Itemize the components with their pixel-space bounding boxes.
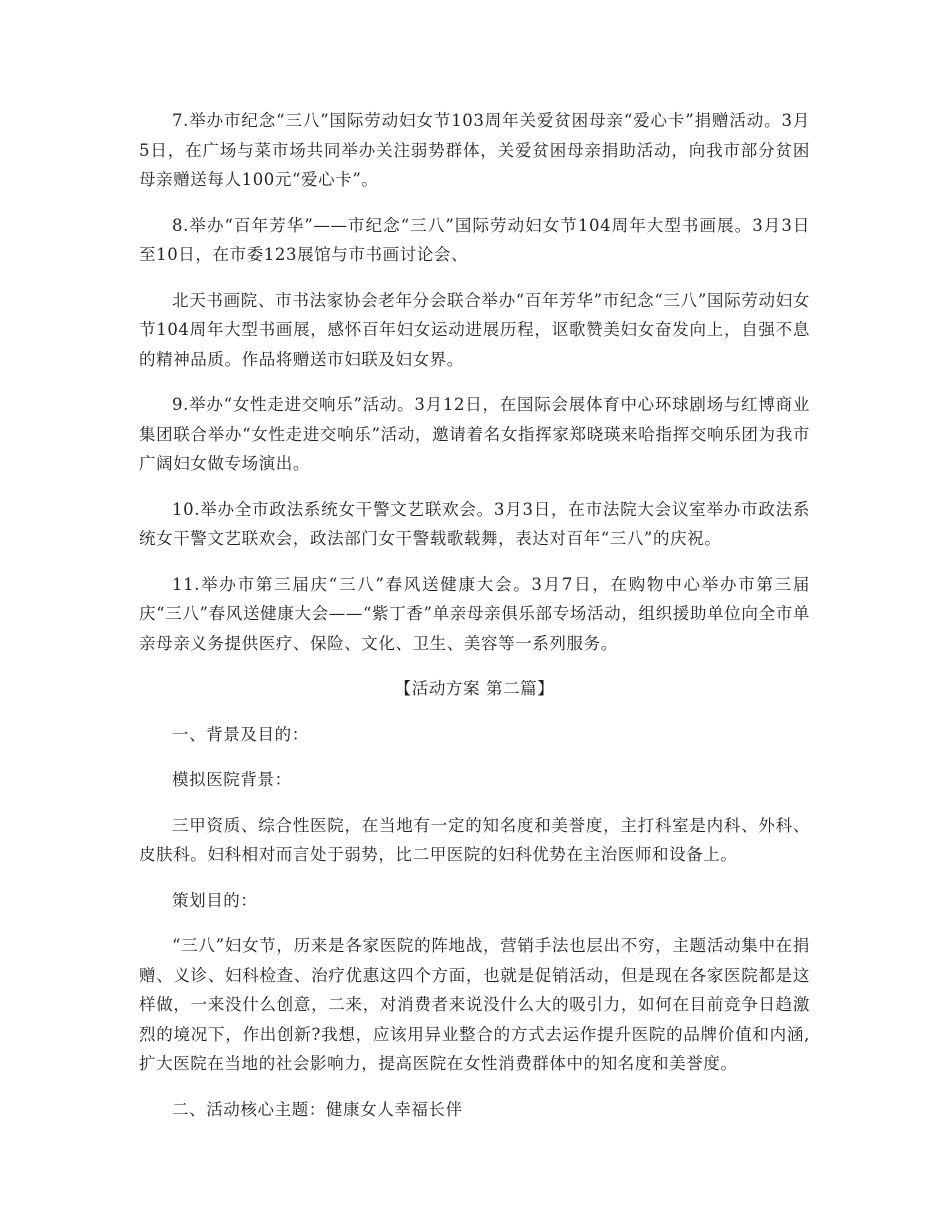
subheading-hospital-background: 模拟医院背景： <box>172 770 292 789</box>
paragraph-item-8-continued: 北天书画院、市书法家协会老年分会联合举办“百年芳华”市纪念“三八”国际劳动妇女节104周年大型书画展，感怀百年妇女运动进展历程，讴歌赞美妇女奋发向上，自强不息的精神品质。作品将赠送市妇联及妇女界。 <box>139 290 810 369</box>
paragraph-item-9: 9.举办“女性走进交响乐”活动。3月12日，在国际会展体育中心环球剧场与红博商业集团联合举办“女性走进交响乐”活动，邀请着名女指挥家郑晓瑛来哈指挥交响乐团为我市广阔妇女做专场演出。 <box>139 395 810 473</box>
subheading-planning-purpose: 策划目的： <box>172 890 258 910</box>
paragraph-item-8: 8.举办“百年芳华”——市纪念“三八”国际劳动妇女节104周年大型书画展。3月3日至10日，在市委123展馆与市书画讨论会、 <box>139 215 810 264</box>
heading-background-purpose: 一、背景及目的： <box>172 724 309 744</box>
paragraph-planning-purpose: “三八”妇女节，历来是各家医院的阵地战，营销手法也层出不穷，主题活动集中在捐赠、义诊、妇科检查、治疗优惠这四个方面，也就是促销活动，但是现在各家医院都是这样做，一来没什么创意，二来，对消费者来说没什么大的吸引力，如何在目前竞争日趋激烈的境况下，作出创新?我想，应该用异业整合的方式去运作提升医院的品牌价值和内涵,扩大医院在当地的社会影响力，提高医院在女性消费群体中的知名度和美誉度。 <box>139 936 810 1073</box>
paragraph-hospital-background: 三甲资质、综合性医院，在当地有一定的知名度和美誉度，主打科室是内科、外科、皮肤科。妇科相对而言处于弱势，比二甲医院的妇科优势在主治医师和设备上。 <box>139 815 810 864</box>
document-body <box>139 106 810 1140</box>
section-title: 【活动方案 第二篇】 <box>394 679 555 698</box>
paragraph-item-10: 10.举办全市政法系统女干警文艺联欢会。3月3日，在市法院大会议室举办市政法系统女干警文艺联欢会，政法部门女干警载歌载舞，表达对百年“三八”的庆祝。 <box>139 499 810 548</box>
paragraph-item-11: 11.举办市第三届庆“三八”春风送健康大会。3月7日，在购物中心举办市第三届庆“三八”春风送健康大会——“紫丁香”单亲母亲俱乐部专场活动，组织援助单位向全市单亲母亲义务提供医疗、保险、文化、卫生、美容等一系列服务。 <box>139 574 810 653</box>
paragraph-item-7: 7.举办市纪念“三八”国际劳动妇女节103周年关爱贫困母亲“爱心卡”捐赠活动。3月5日，在广场与菜市场共同举办关注弱势群体，关爱贫困母亲捐助活动，向我市部分贫困母亲赠送每人100元“爱心卡”。 <box>139 111 810 189</box>
heading-core-theme: 二、活动核心主题：健康女人幸福长伴 <box>172 1099 463 1119</box>
